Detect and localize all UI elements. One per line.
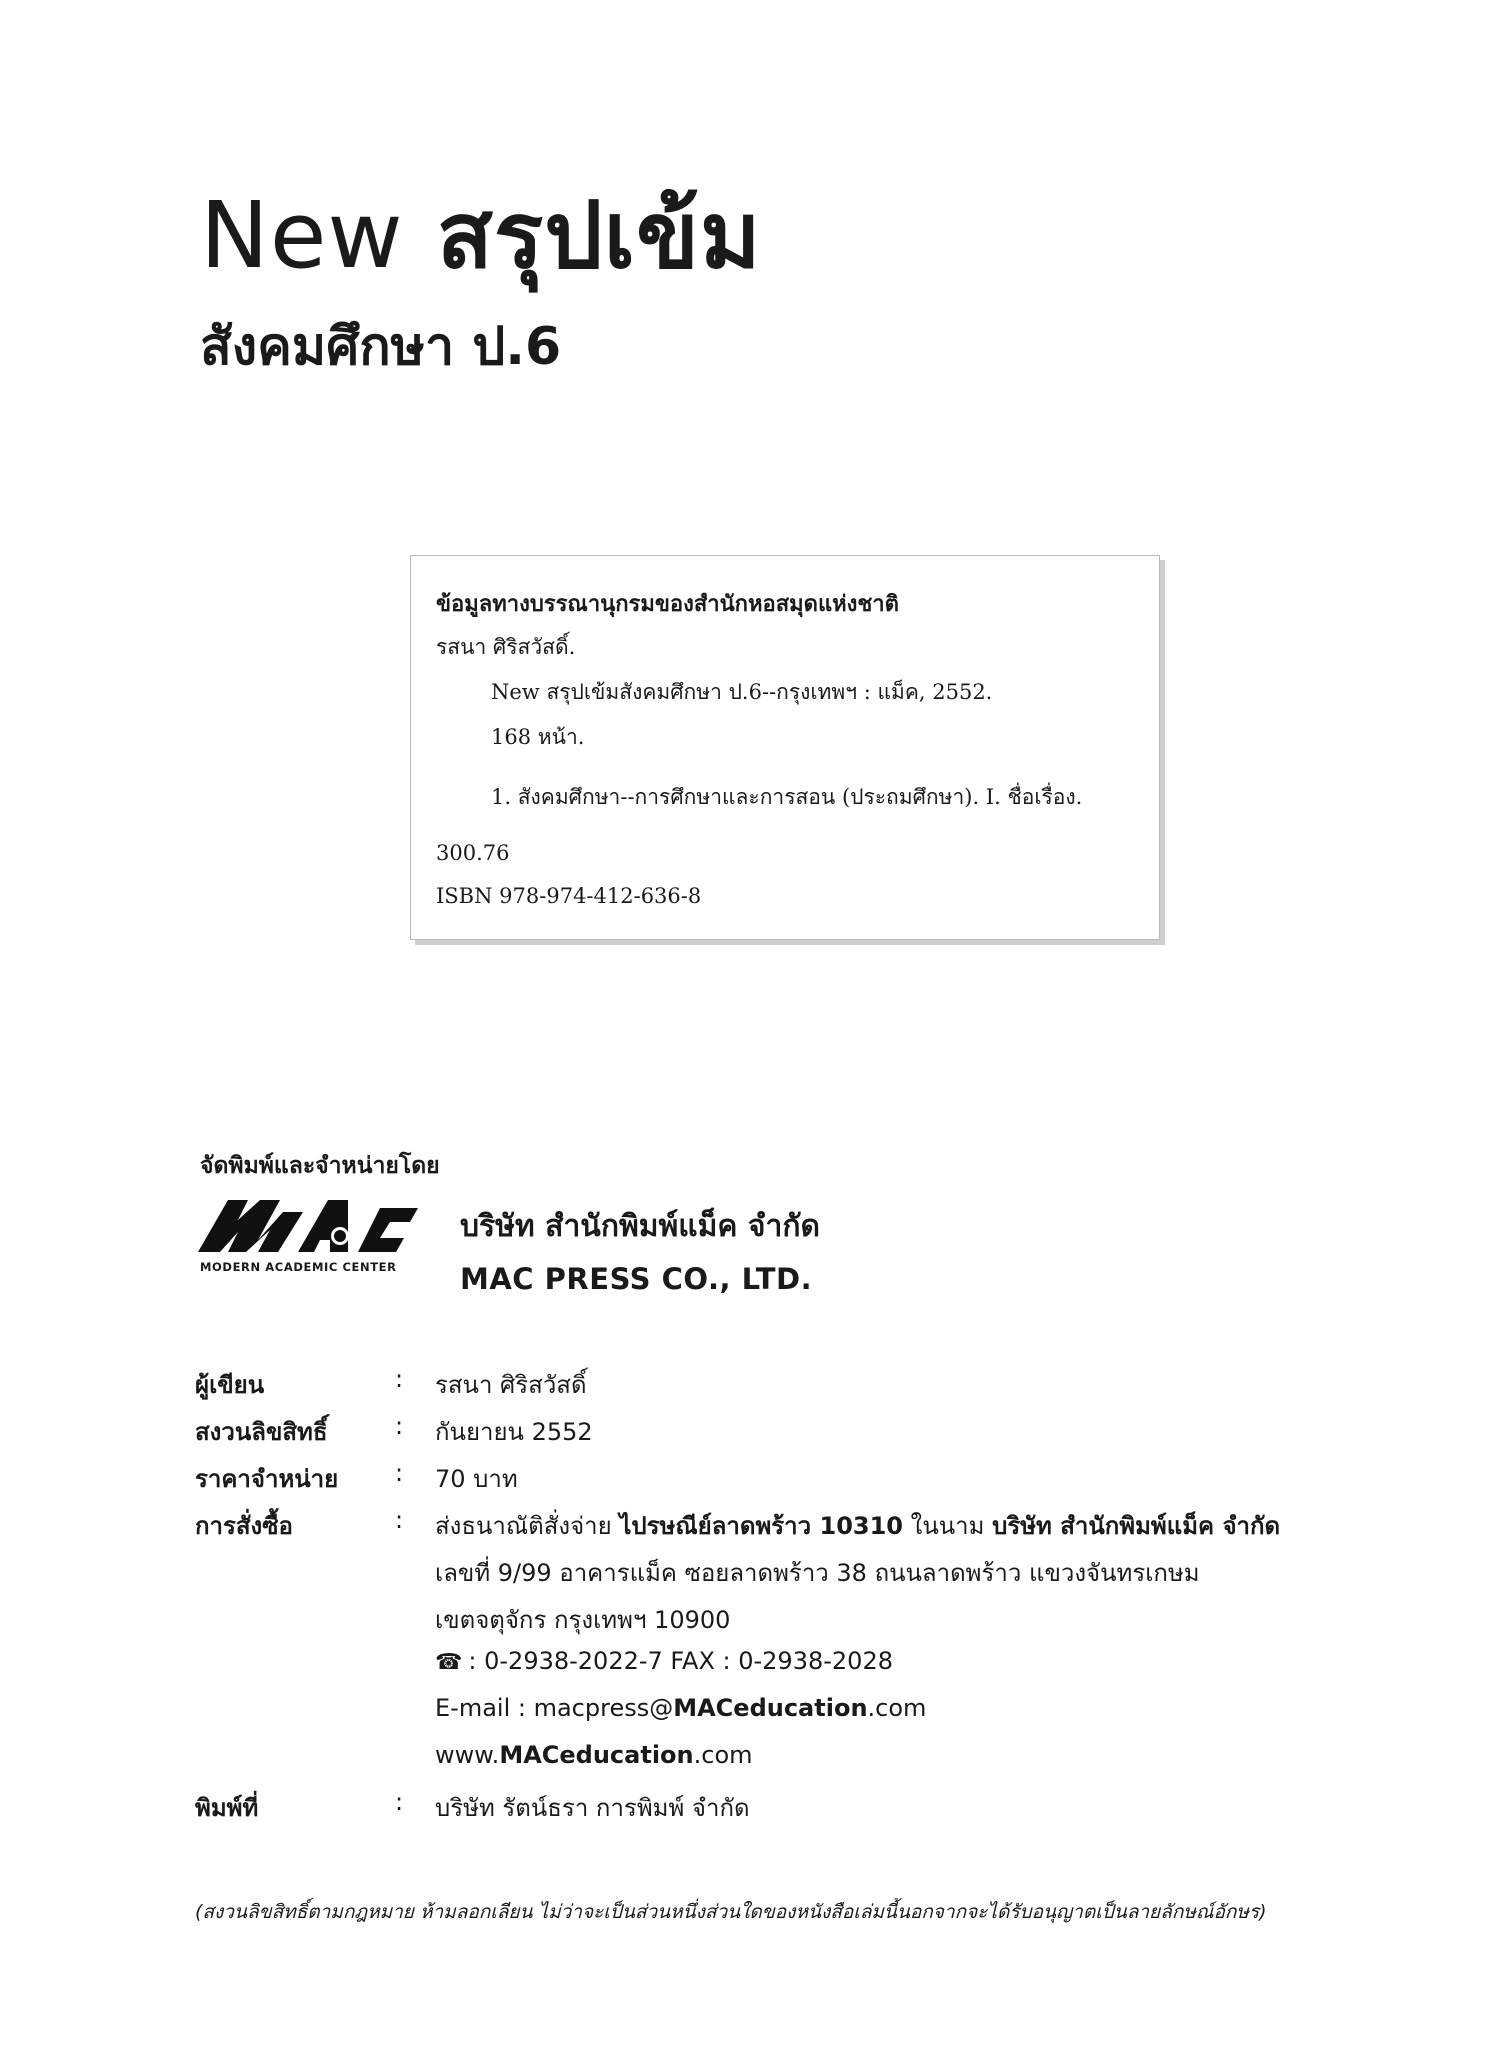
cip-data-box (410, 555, 1160, 940)
colon: : (395, 1365, 404, 1393)
book-title-th: สรุปเข้ม (436, 182, 762, 289)
email-prefix: E-mail : macpress@ (435, 1694, 674, 1722)
colon: : (395, 1788, 404, 1816)
address-line-1: เลขที่ 9/99 อาคารแม็ค ซอยลาดพร้าว 38 ถนนลาดพร้าว แขวงจันทรเกษม (435, 1559, 1200, 1587)
cip-classification: 300.76 (436, 841, 510, 865)
copyright-notice: (สงวนลิขสิทธิ์ตามกฎหมาย ห้ามลอกเลียน ไม่ว่าจะเป็นส่วนหนึ่งส่วนใดของหนังสือเล่มนี้นอกจากจะได้รับอนุญาตเป็นลายลักษณ์อักษร) (195, 1901, 1267, 1923)
web-prefix: www. (435, 1741, 500, 1769)
order-post-office: ไปรษณีย์ลาดพร้าว 10310 (619, 1512, 903, 1540)
publisher-name-en: MAC PRESS CO., LTD. (460, 1262, 813, 1296)
mac-logo (198, 1190, 418, 1280)
order-value (435, 1506, 1280, 1545)
author-value: รสนา ศิริสวัสดิ์ (435, 1371, 587, 1399)
order-prefix: ส่งธนาณัติสั่งจ่าย (435, 1512, 620, 1540)
colon: : (395, 1506, 404, 1534)
phone-fax: : 0-2938-2022-7 FAX : 0-2938-2028 (468, 1647, 893, 1675)
author-label: ผู้เขียน (195, 1371, 265, 1399)
publisher-name-th: บริษัท สำนักพิมพ์แม็ค จำกัด (460, 1209, 820, 1244)
colon: : (395, 1459, 404, 1487)
logo-caption: MODERN ACADEMIC CENTER (200, 1260, 397, 1274)
cip-author: รสนา ศิริสวัสดิ์. (436, 635, 576, 659)
website-line (435, 1741, 753, 1769)
web-suffix: .com (693, 1741, 753, 1769)
email-brand: MACeducation (673, 1694, 868, 1722)
cip-pages: 168 หน้า. (491, 725, 585, 749)
copyright-value: กันยายน 2552 (435, 1418, 593, 1446)
cip-heading: ข้อมูลทางบรรณานุกรมของสำนักหอสมุดแห่งชาติ (436, 591, 899, 617)
cip-subject: 1. สังคมศึกษา--การศึกษาและการสอน (ประถมศึกษา). I. ชื่อเรื่อง. (491, 785, 1083, 809)
order-company: บริษัท สำนักพิมพ์แม็ค จำกัด (992, 1512, 1281, 1540)
order-mid: ในนาม (903, 1512, 993, 1540)
price-value: 70 บาท (435, 1465, 518, 1493)
price-label: ราคาจำหน่าย (195, 1465, 339, 1493)
email-suffix: .com (867, 1694, 927, 1722)
book-title-en: New (200, 182, 404, 289)
cip-isbn: ISBN 978-974-412-636-8 (436, 884, 702, 908)
telephone-icon: ☎ (435, 1650, 463, 1675)
email-line (435, 1694, 926, 1722)
web-brand: MACeducation (499, 1741, 694, 1769)
order-label: การสั่งซื้อ (195, 1512, 293, 1540)
book-subtitle: สังคมศึกษา ป.6 (200, 317, 562, 378)
colon: : (395, 1412, 404, 1440)
cip-title: New สรุปเข้มสังคมศึกษา ป.6--กรุงเทพฯ : แม็ค, 2552. (491, 680, 993, 704)
printer-label: พิมพ์ที่ (195, 1794, 259, 1822)
phone-line (435, 1647, 893, 1675)
mac-logo-icon (198, 1190, 418, 1258)
title-block (200, 182, 762, 387)
address-line-2: เขตจตุจักร กรุงเทพฯ 10900 (435, 1606, 731, 1634)
book-title (200, 182, 762, 289)
copyright-label: สงวนลิขสิทธิ์ (195, 1418, 328, 1446)
printer-value: บริษัท รัตน์ธรา การพิมพ์ จำกัด (435, 1794, 750, 1822)
distributor-label: จัดพิมพ์และจำหน่ายโดย (200, 1153, 440, 1179)
